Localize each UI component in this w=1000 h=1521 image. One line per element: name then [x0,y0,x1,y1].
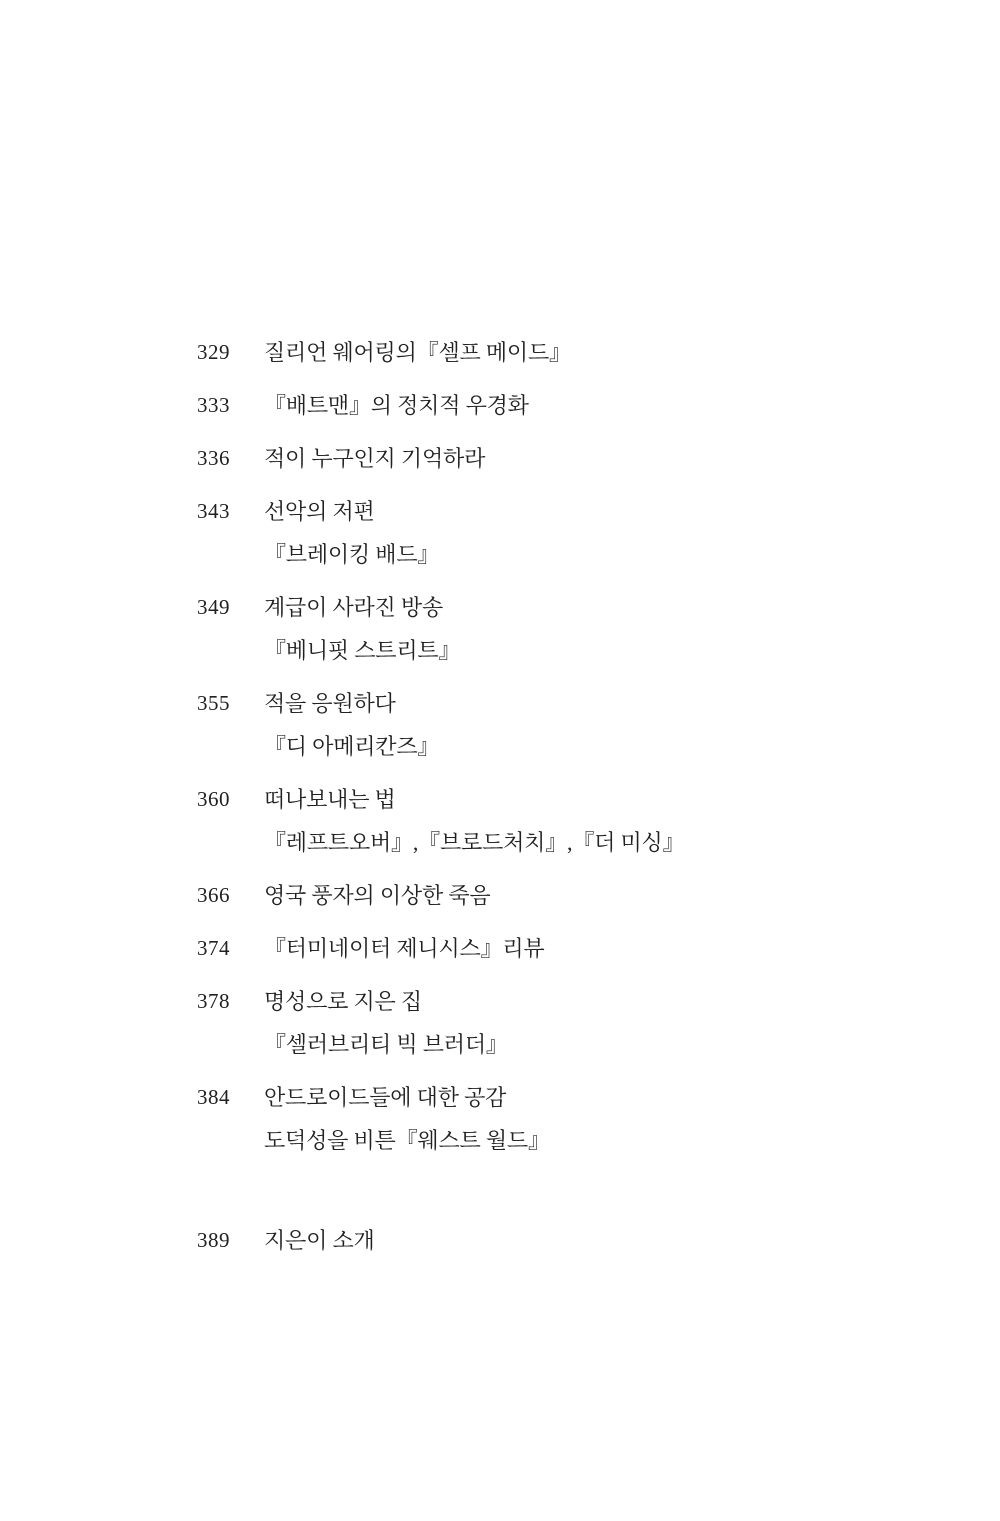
toc-entry-title: 지은이 소개 [264,1228,375,1253]
toc-entry-title: 『터미네이터 제니시스』리뷰 [264,936,545,961]
toc-entry-title: 적이 누구인지 기억하라 [264,446,486,471]
toc-entry-subtitle: 『베니핏 스트리트』 [264,638,461,663]
toc-entry-subtitle: 『셀러브리티 빅 브러더』 [264,1032,508,1057]
toc-entry-subtitle: 도덕성을 비튼『웨스트 월드』 [264,1128,550,1153]
toc-entry [197,384,900,427]
toc-entry-title: 선악의 저편 [264,499,375,524]
toc-entry-title: 계급이 사라진 방송 [264,595,444,620]
toc-entry-title: 질리언 웨어링의『셀프 메이드』 [264,340,571,365]
toc-page-number: 336 [197,446,230,470]
toc-page-number: 349 [197,595,230,619]
toc-page-number: 374 [197,936,230,960]
toc-entry [197,874,900,917]
toc-entry [197,778,900,864]
toc-entry [197,490,900,576]
toc-entry-author-intro [197,1219,900,1262]
toc-page-number: 343 [197,499,230,523]
toc-page-number: 355 [197,691,230,715]
toc-page-number: 360 [197,787,230,811]
toc-page-number: 378 [197,989,230,1013]
toc-entry-subtitle: 『브레이킹 배드』 [264,542,440,567]
toc-entry [197,980,900,1066]
toc-entry [197,1076,900,1162]
toc-entry-title: 명성으로 지은 집 [264,989,422,1014]
toc-entry-title: 영국 풍자의 이상한 죽음 [264,883,491,908]
toc-page-number: 366 [197,883,230,907]
toc-entry-title: 안드로이드들에 대한 공감 [264,1085,507,1110]
toc-page-number: 389 [197,1228,230,1252]
toc-entry [197,586,900,672]
toc-entry-subtitle: 『레프트오버』,『브로드처치』,『더 미싱』 [264,830,685,855]
toc-page-number: 384 [197,1085,230,1109]
toc-entry [197,682,900,768]
toc-page-number: 329 [197,340,230,364]
toc-entry-title: 적을 응원하다 [264,691,396,716]
toc-entry-subtitle: 『디 아메리칸즈』 [264,734,440,759]
toc-entry [197,331,900,374]
toc-entry [197,927,900,970]
toc-entry [197,437,900,480]
toc-page-number: 333 [197,393,230,417]
toc-entry-title: 떠나보내는 법 [264,787,396,812]
toc-entry-title: 『배트맨』의 정치적 우경화 [264,393,529,418]
